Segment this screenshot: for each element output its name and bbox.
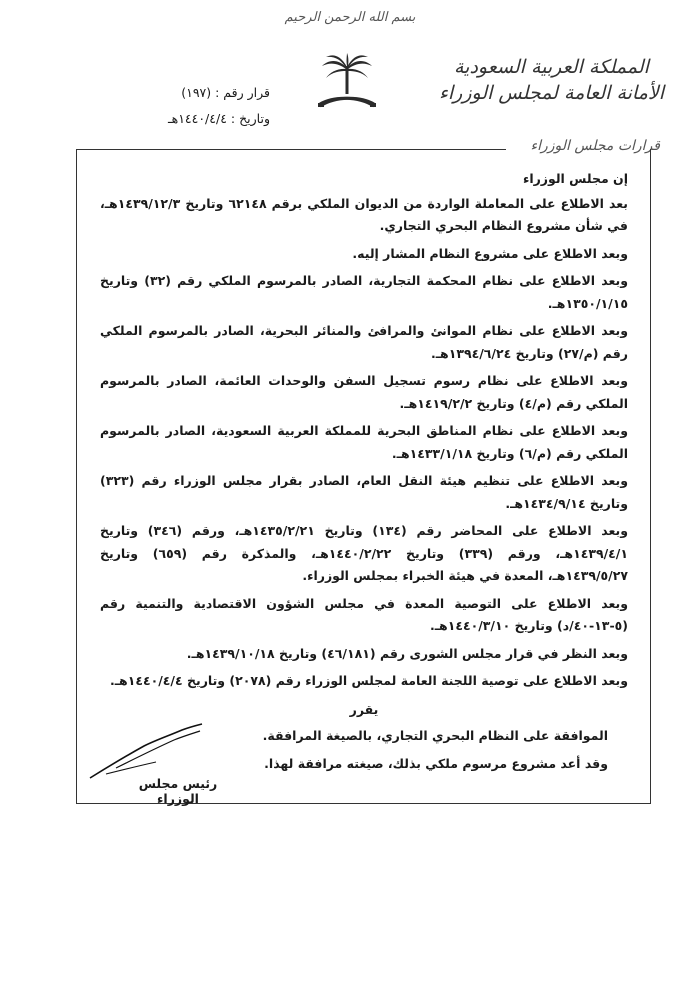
resolution-decree: وقد أعد مشروع مرسوم ملكي بذلك، صيغته مرافقة لهذا. (264, 755, 608, 771)
resolves-heading: يقرر (349, 701, 379, 717)
paragraph: وبعد الاطلاع على نظام رسوم تسجيل السفن والوحدات العائمة، الصادر بالمرسوم الملكي رقم (م/٤) وتاريخ ١٤١٩/٢/٢هـ. (100, 373, 628, 411)
paragraph: بعد الاطلاع على المعاملة الواردة من الديوان الملكي برقم ٦٢١٤٨ وتاريخ ١٤٣٩/١٢/٣هـ، في شأن مشروع النظام البحري التجاري. (100, 195, 628, 233)
council-opening: إن مجلس الوزراء (522, 171, 628, 186)
paragraph: وبعد الاطلاع على التوصية المعدة في مجلس الشؤون الاقتصادية والتنمية رقم (٥-١٣-٤٠/د) وتاريخ ١٤٤٠/٣/١٠هـ. (100, 595, 628, 633)
signatory-title: رئيس مجلس الوزراء (138, 776, 218, 806)
ministry-heading (439, 56, 664, 104)
paragraph: وبعد الاطلاع على توصية اللجنة العامة لمجلس الوزراء رقم (٢٠٧٨) وتاريخ ١٤٤٠/٤/٤هـ. (110, 673, 628, 688)
decisions-label: قرارات مجلس الوزراء (530, 138, 660, 154)
decision-meta (110, 80, 270, 132)
document-body (100, 168, 628, 780)
paragraph: وبعد الاطلاع على نظام الموانئ والمرافئ والمنائر البحرية، الصادر بالمرسوم الملكي رقم (م/٢٧) وتاريخ ١٣٩٤/٦/٢٤هـ. (100, 323, 628, 361)
basmala: بسم الله الرحمن الرحيم (284, 10, 416, 25)
paragraph: وبعد النظر في قرار مجلس الشورى رقم (٤٦/١٨١) وتاريخ ١٤٣٩/١٠/١٨هـ. (186, 645, 628, 661)
resolution-approval: الموافقة على النظام البحري التجاري، بالصيغة المرافقة. (262, 728, 608, 743)
paragraph: وبعد الاطلاع على تنظيم هيئة النقل العام، الصادر بقرار مجلس الوزراء رقم (٣٢٣) وتاريخ ١٤٣٤/٩/١٤هـ. (100, 473, 628, 511)
saudi-emblem-icon (316, 52, 378, 122)
paragraph: وبعد الاطلاع على المحاضر رقم (١٣٤) وتاريخ ١٤٣٥/٢/٢١هـ، ورقم (٣٤٦) وتاريخ ١٤٣٩/٤/١هـ، ورقم (٣٣٩) وتاريخ ١٤٤٠/٢/٢٢هـ، والمذكرة رقم (٦٥٩) وتاريخ ١٤٣٩/٥/٢٧هـ، المعدة في هيئة الخبراء بمجلس الوزراء. (100, 523, 628, 583)
secretariat-name: الأمانة العامة لمجلس الوزراء (438, 82, 664, 104)
decision-number: قرار رقم : (١٩٧) (181, 85, 270, 100)
decision-date: وتاريخ : ١٤٤٠/٤/٤هـ (167, 111, 270, 126)
paragraph: وبعد الاطلاع على مشروع النظام المشار إليه. (352, 245, 628, 261)
kingdom-name: المملكة العربية السعودية (453, 56, 649, 78)
paragraph: وبعد الاطلاع على نظام المناطق البحرية للمملكة العربية السعودية، الصادر بالمرسوم الملكي رقم (م/٦) وتاريخ ١٤٣٣/١/١٨هـ. (100, 423, 628, 461)
paragraph: وبعد الاطلاع على نظام المحكمة التجارية، الصادر بالمرسوم الملكي رقم (٣٢) وتاريخ ١٣٥٠/١/١٥هـ. (100, 273, 628, 311)
